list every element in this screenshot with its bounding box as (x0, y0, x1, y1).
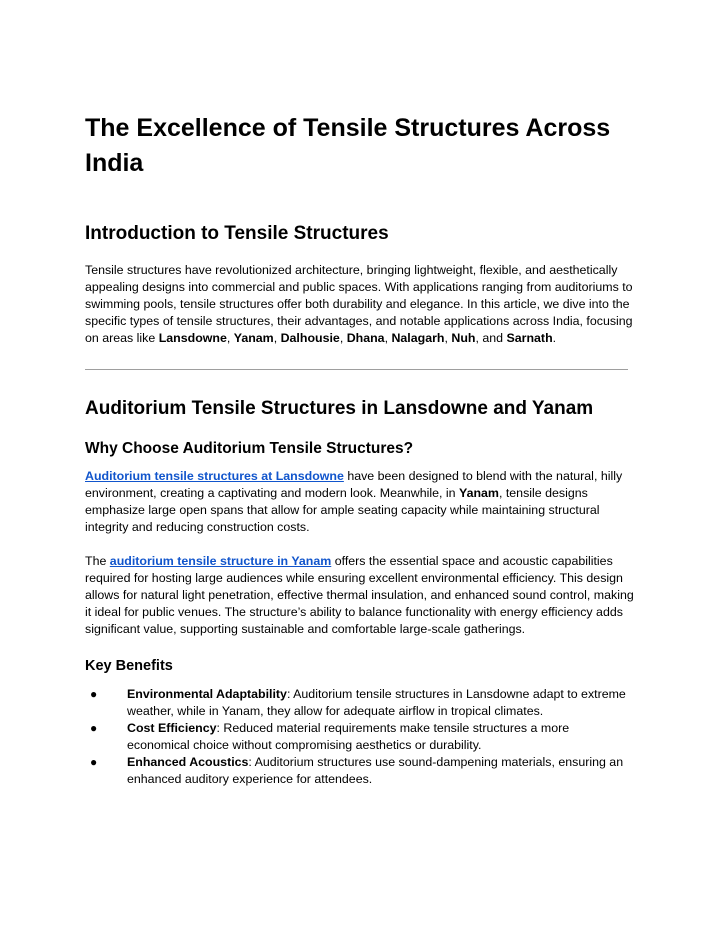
place-lansdowne: Lansdowne (158, 331, 227, 345)
separator: , and (475, 331, 507, 345)
bullet-icon: ● (90, 755, 98, 769)
place-dhana: Dhana (346, 331, 385, 345)
bullet-icon: ● (90, 687, 98, 701)
benefit-term: Environmental Adaptability (127, 687, 287, 701)
auditorium-subheading: Why Choose Auditorium Tensile Structures? (85, 440, 414, 457)
page-title: The Excellence of Tensile Structures Across India (85, 114, 611, 177)
yanam-bold: Yanam (459, 486, 499, 500)
place-sarnath: Sarnath (506, 331, 553, 345)
intro-text: Tensile structures have revolutionized architecture, bringing lightweight, flexible, and aesthetically appealing designs into commercial and public spaces. With applications ranging from auditoriums to swimming pools, tensile structures offer both durability and elegance. In this article, we dive into the specific types of tensile structures, their advantages, and notable applications across India, focusing on areas like (85, 263, 633, 345)
benefit-text: : Reduced material requirements make tensile structures a more economical choice without compromising aesthetics or durability. (127, 721, 570, 752)
paragraph-text: The (85, 554, 110, 568)
separator: , (339, 331, 347, 345)
benefit-text: : Auditorium tensile structures in Lansdowne adapt to extreme weather, while in Yanam, they allow for adequate airflow in tropical climates. (127, 687, 626, 718)
separator: , (273, 331, 281, 345)
auditorium-paragraph-2 (85, 553, 635, 638)
document-content (85, 111, 635, 788)
separator: , (226, 331, 234, 345)
place-yanam: Yanam (233, 331, 274, 345)
paragraph-text: , tensile designs emphasize large open spans that allow for ample seating capacity while maintaining structural integrity and reducing construction costs. (85, 486, 600, 534)
place-dalhousie: Dalhousie (280, 331, 340, 345)
list-item (85, 720, 635, 754)
auditorium-heading: Auditorium Tensile Structures in Lansdowne and Yanam (85, 398, 594, 419)
intro-paragraph (85, 262, 635, 347)
separator: , (384, 331, 392, 345)
paragraph-text: offers the essential space and acoustic capabilities required for hosting large audiences while ensuring excellent environmental efficiency. This design allows for natural light penetration, effective thermal insulation, and enhanced sound control, making it ideal for public venues. The structure’s ability to balance functionality with energy efficiency adds significant value, supporting sustainable and comfortable large-scale gatherings. (85, 554, 634, 636)
yanam-auditorium-link[interactable]: auditorium tensile structure in Yanam (109, 554, 332, 568)
list-item (85, 754, 635, 788)
auditorium-paragraph-1 (85, 468, 635, 536)
benefits-list (85, 686, 635, 788)
separator: , (444, 331, 452, 345)
list-item (85, 686, 635, 720)
separator: . (552, 331, 557, 345)
intro-heading: Introduction to Tensile Structures (85, 223, 389, 244)
place-nalagarh: Nalagarh (391, 331, 445, 345)
benefits-heading: Key Benefits (85, 658, 173, 674)
lansdowne-auditorium-link[interactable]: Auditorium tensile structures at Lansdowne (85, 469, 344, 483)
benefit-term: Enhanced Acoustics (127, 755, 249, 769)
benefit-term: Cost Efficiency (127, 721, 217, 735)
paragraph-text: have been designed to blend with the natural, hilly environment, creating a captivating and modern look. Meanwhile, in (85, 469, 623, 500)
bullet-icon: ● (90, 721, 98, 735)
benefit-text: : Auditorium structures use sound-dampening materials, ensuring an enhanced auditory experience for attendees. (127, 755, 624, 786)
place-nuh: Nuh (451, 331, 476, 345)
